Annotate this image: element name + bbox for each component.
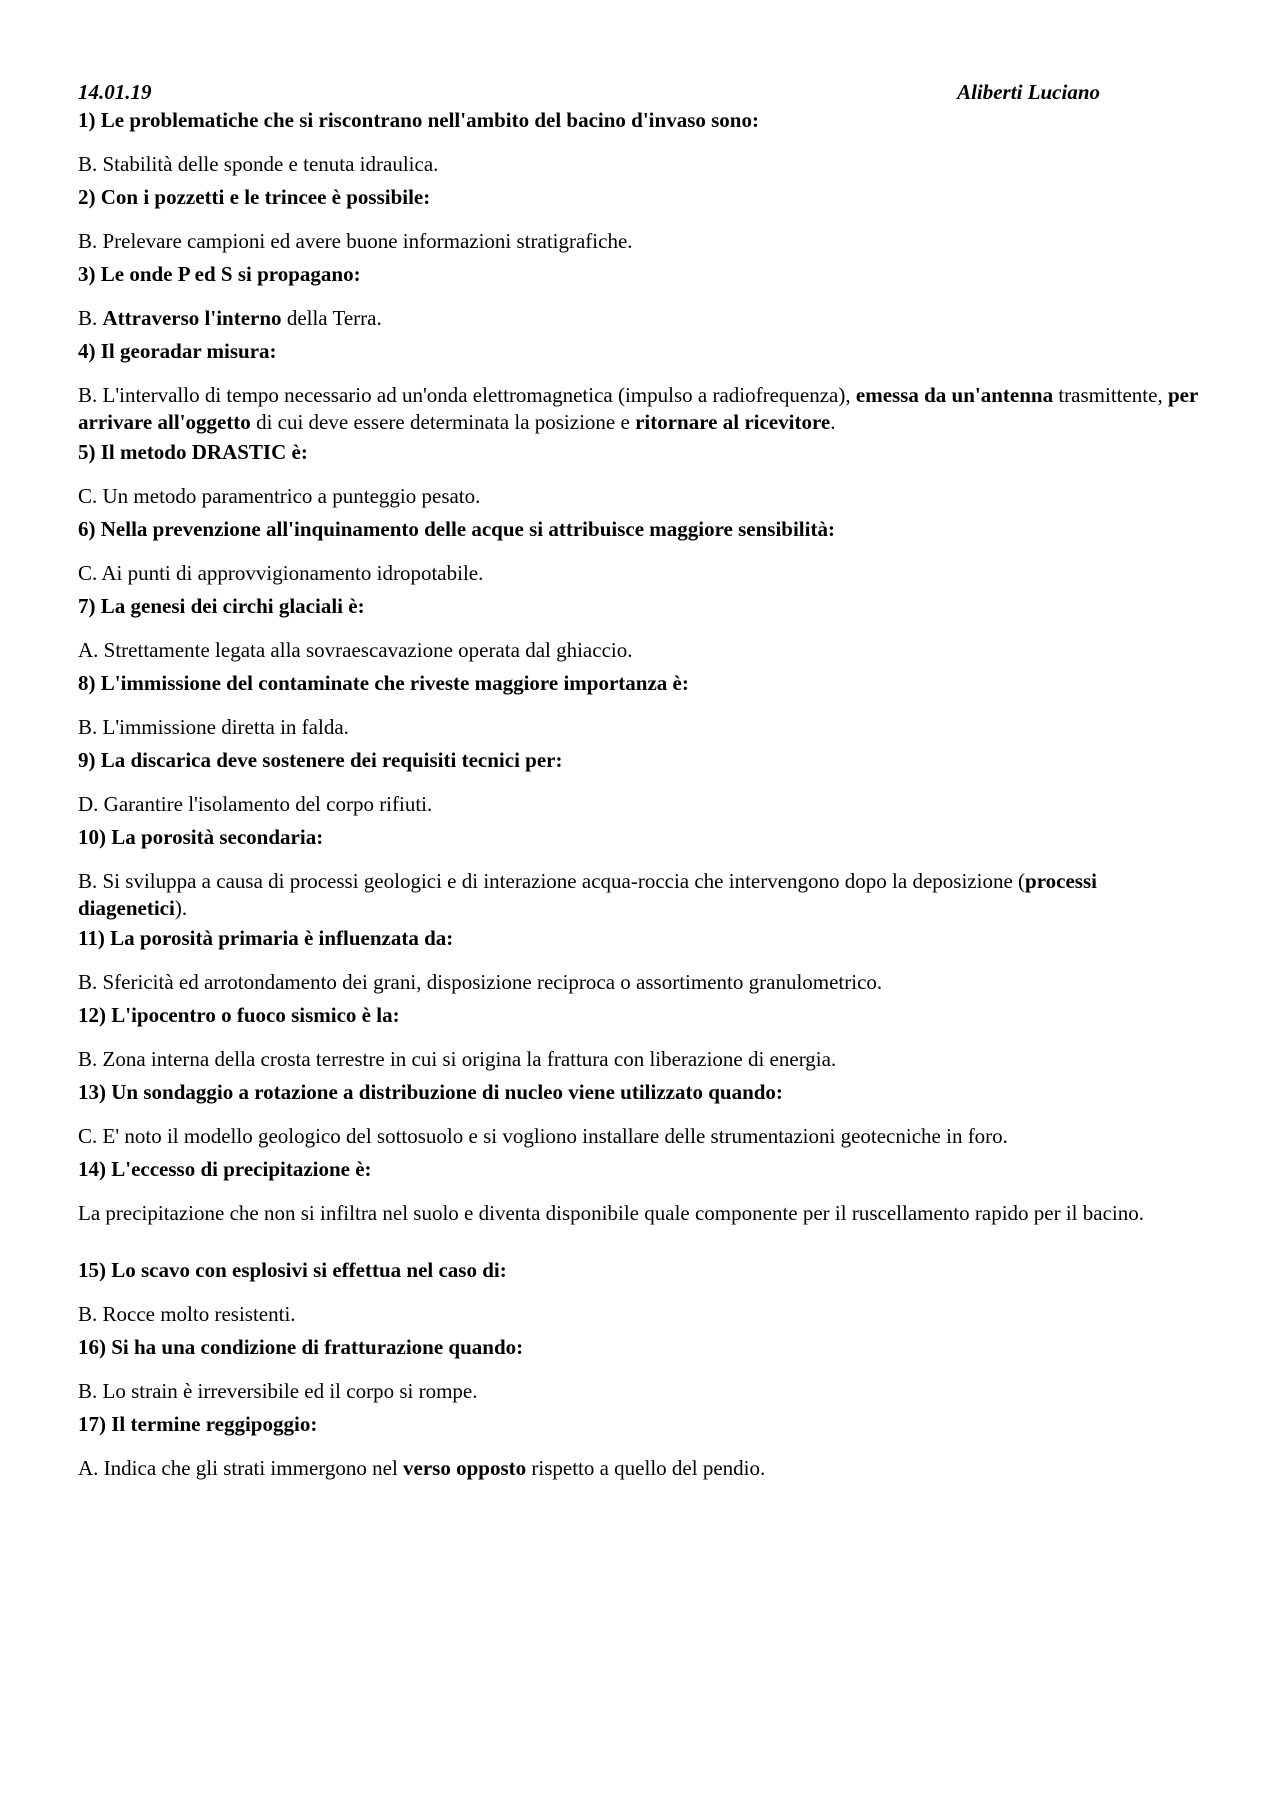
answer-emphasis: Attraverso l'interno [102,306,282,330]
question-text: 5) Il metodo DRASTIC è: [78,440,308,464]
answer-segment: . [830,410,836,434]
question-text: 9) La discarica deve sostenere dei requisiti tecnici per: [78,748,563,772]
question-text: 16) Si ha una condizione di fratturazione quando: [78,1335,524,1359]
answer-emphasis: per arrivare all'oggetto [78,383,1198,434]
answer-text [78,560,1208,587]
answer-segment: A. Strettamente legata alla sovraescavazione operata dal ghiaccio. [78,638,633,662]
question-block [78,338,1208,436]
question-text: 6) Nella prevenzione all'inquinamento delle acque si attribuisce maggiore sensibilità: [78,517,835,541]
question-block [78,593,1208,664]
answer-segment: B. Lo strain è irreversibile ed il corpo si rompe. [78,1379,478,1403]
answer-segment: B. Si sviluppa a causa di processi geologici e di interazione acqua-roccia che intervengono dopo la deposizione ( [78,869,1026,893]
question-text: 12) L'ipocentro o fuoco sismico è la: [78,1003,400,1027]
answer-emphasis: emessa da un'antenna [855,383,1054,407]
question-block [78,1002,1208,1073]
question-text: 4) Il georadar misura: [78,339,277,363]
question-block [78,107,1208,178]
answer-text [78,1046,1208,1073]
answer-segment: La precipitazione che non si infiltra nel suolo e diventa disponibile quale componente per il ruscellamento rapido per il bacino. [78,1201,1144,1225]
answer-text [78,1378,1208,1405]
answer-text [78,637,1208,664]
question-block [78,747,1208,818]
question-block [78,1257,1208,1328]
question-text: 17) Il termine reggipoggio: [78,1412,318,1436]
answer-segment: A. Indica che gli strati immergono nel [78,1456,404,1480]
answer-segment: B. [78,306,103,330]
question-block [78,261,1208,332]
answer-emphasis: ritornare al ricevitore [635,410,831,434]
answer-segment: B. Sfericità ed arrotondamento dei grani, disposizione reciproca o assortimento granulometrico. [78,970,883,994]
question-block [78,1079,1208,1150]
question-block [78,516,1208,587]
question-block [78,670,1208,741]
answer-text [78,1123,1208,1150]
header-author: Aliberti Luciano [957,80,1100,104]
answer-segment: B. Zona interna della crosta terrestre in cui si origina la frattura con liberazione di energia. [78,1047,837,1071]
answer-text [78,151,1208,178]
question-text: 7) La genesi dei circhi glaciali è: [78,594,365,618]
answer-text [78,483,1208,510]
question-block [78,1156,1208,1227]
answer-segment: di cui deve essere determinata la posizione e [250,410,636,434]
question-text: 3) Le onde P ed S si propagano: [78,262,361,286]
answer-segment: B. Stabilità delle sponde e tenuta idraulica. [78,152,439,176]
question-block [78,1411,1208,1482]
answer-segment: C. Un metodo paramentrico a punteggio pesato. [78,484,481,508]
answer-text [78,969,1208,996]
answer-text [78,1200,1208,1227]
answer-text [78,382,1208,436]
question-text: 1) Le problematiche che si riscontrano nell'ambito del bacino d'invaso sono: [78,108,759,132]
question-text: 14) L'eccesso di precipitazione è: [78,1157,372,1181]
answer-segment: B. L'intervallo di tempo necessario ad un'onda elettromagnetica (impulso a radiofrequenza), [78,383,856,407]
answer-segment: trasmittente, [1053,383,1168,407]
answer-segment: C. E' noto il modello geologico del sottosuolo e si vogliono installare delle strumentazioni geotecniche in foro. [78,1124,1008,1148]
question-text: 11) La porosità primaria è influenzata da: [78,926,454,950]
answer-segment: ). [174,896,188,920]
header-date: 14.01.19 [78,80,152,104]
question-block [78,184,1208,255]
answer-segment: B. L'immissione diretta in falda. [78,715,349,739]
question-block [78,824,1208,922]
answer-segment: C. Ai punti di approvvigionamento idropotabile. [78,561,484,585]
question-text: 8) L'immissione del contaminate che riveste maggiore importanza è: [78,671,689,695]
answer-text [78,1301,1208,1328]
question-block [78,1334,1208,1405]
question-text: 13) Un sondaggio a rotazione a distribuzione di nucleo viene utilizzato quando: [78,1080,783,1104]
answer-text [78,305,1208,332]
answer-text [78,714,1208,741]
answer-text [78,791,1208,818]
answer-segment: rispetto a quello del pendio. [526,1456,766,1480]
question-text: 15) Lo scavo con esplosivi si effettua nel caso di: [78,1258,507,1282]
answer-emphasis: verso opposto [403,1456,527,1480]
answer-text [78,868,1208,922]
answer-emphasis: processi diagenetici [78,869,1097,920]
answer-segment: della Terra. [281,306,382,330]
question-text: 10) La porosità secondaria: [78,825,324,849]
question-block [78,439,1208,510]
answer-segment: D. Garantire l'isolamento del corpo rifiuti. [78,792,433,816]
answer-segment: B. Prelevare campioni ed avere buone informazioni stratigrafiche. [78,229,633,253]
question-block [78,925,1208,996]
answer-text [78,1455,1208,1482]
answer-text [78,228,1208,255]
question-text: 2) Con i pozzetti e le trincee è possibile: [78,185,431,209]
page-header [78,79,1100,106]
answer-segment: B. Rocce molto resistenti. [78,1302,296,1326]
